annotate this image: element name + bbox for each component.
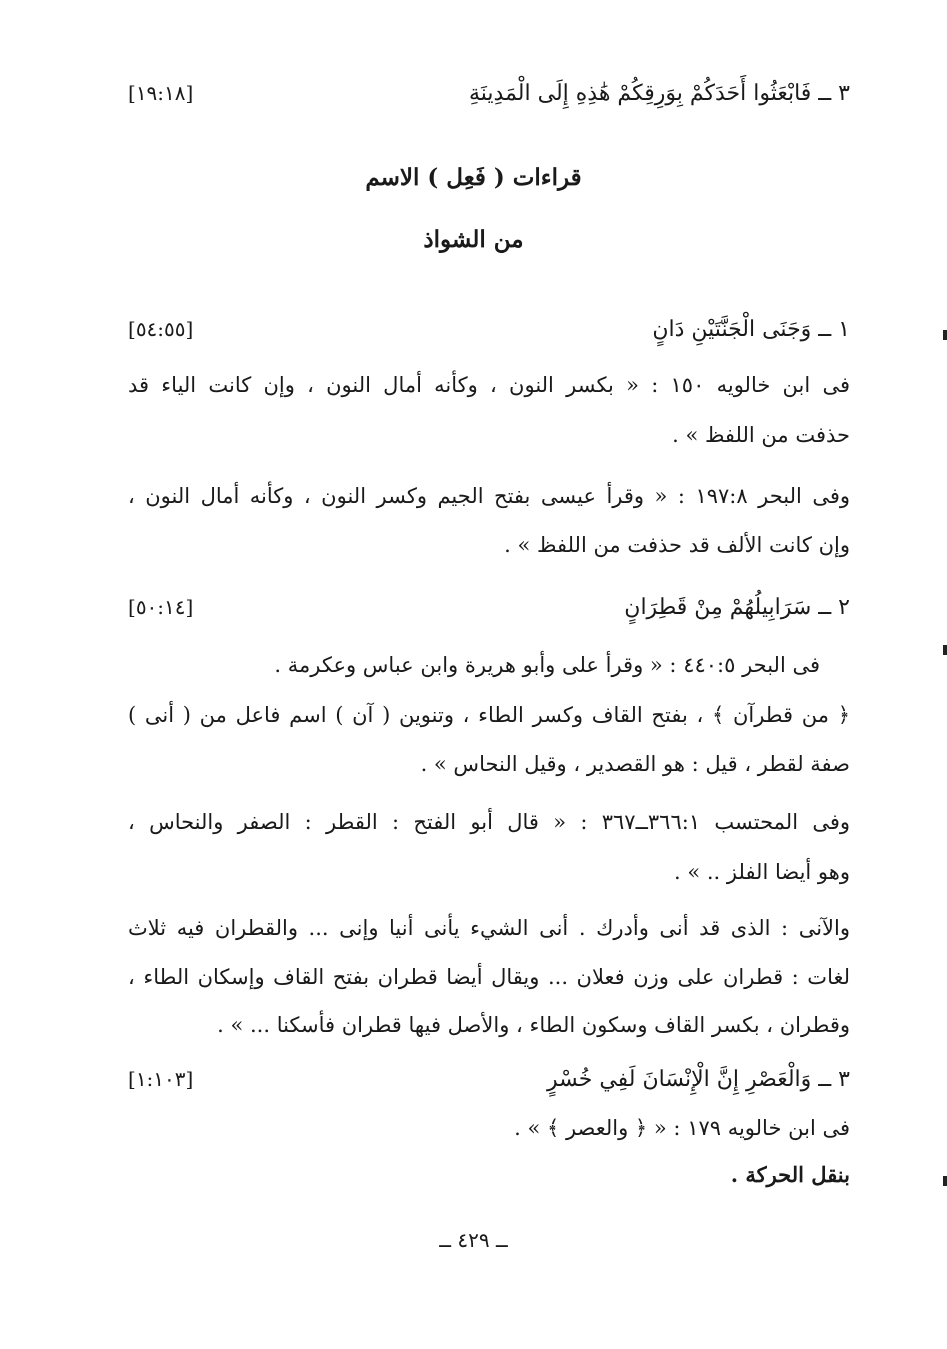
commentary-line: لغات : قطران على وزن فعلان ... ويقال أيضا قطران بفتح القاف وإسكان الطاء ، [128,965,850,989]
commentary-line: بنقل الحركة . [730,1162,850,1187]
commentary-line: وهو أيضا الفلز .. » . [674,860,850,884]
verse-entry-1 [128,312,850,346]
commentary-line: وإن كانت الألف قد حذفت من اللفظ » . [504,533,850,557]
verse-text: ٣ ــ فَابْعَثُوا أَحَدَكُمْ بِوَرِقِكُمْ هَٰذِهِ إِلَى الْمَدِينَةِ [468,80,850,106]
verse-entry-3 [128,1062,850,1096]
commentary-line: والآنى : الذى قد أنى وأدرك . أنى الشيء يأنى أنيا وإنى ... والقطران فيه ثلاث [128,916,850,940]
section-subtitle: من الشواذ [423,226,524,253]
commentary-line: وفى البحر ١٩٧:٨ : « وقرأ عيسى بفتح الجيم وكسر النون ، وكأنه أمال النون ، [128,484,850,508]
commentary-line: فى ابن خالويه ١٥٠ : « بكسر النون ، وكأنه أمال النون ، وإن كانت الياء قد [128,373,850,397]
verse-entry-2 [128,590,850,624]
scan-edge-mark [943,1176,947,1186]
page-number: ــ ٤٢٩ ــ [439,1228,508,1252]
section-title: قراءات ( فَعِل ) الاسم [365,164,582,191]
commentary-line: وقطران ، بكسر القاف وسكون الطاء ، والأصل فيها قطران فأسكنا ... » . [217,1013,850,1037]
verse-reference: [١:١٠٣] [128,1067,194,1091]
commentary-line: صفة لقطر ، قيل : هو القصدير ، وقيل النحاس » . [420,752,850,776]
verse-reference: [٥٤:٥٥] [128,317,194,341]
commentary-line: فى ابن خالويه ١٧٩ : « ﴿ والعصر ﴾ » . [514,1116,850,1140]
verse-text: ٢ ــ سَرَابِيلُهُمْ مِنْ قَطِرَانٍ [624,594,850,620]
verse-reference: [٥٠:١٤] [128,595,194,619]
verse-reference: [١٩:١٨] [128,81,194,105]
verse-text: ٣ ــ وَالْعَصْرِ إِنَّ الْإِنْسَانَ لَفِي خُسْرٍ [546,1066,850,1092]
commentary-line: وفى المحتسب ٣٦٦:١ــ٣٦٧ : « قال أبو الفتح : القطر : الصفر والنحاس ، [128,810,850,834]
commentary-line: ﴿ من قطرآن ﴾ ، بفتح القاف وكسر الطاء ، وتنوين ( آن ) اسم فاعل من ( أنى ) [128,703,850,727]
scan-edge-mark [943,330,947,340]
verse-text: ١ ــ وَجَنَى الْجَنَّتَيْنِ دَانٍ [652,316,850,342]
commentary-line: فى البحر ٤٤٠:٥ : « وقرأ على وأبو هريرة وابن عباس وعكرمة . [274,653,820,677]
top-verse [128,76,850,110]
commentary-line: حذفت من اللفظ » . [672,423,850,447]
scan-edge-mark [943,645,947,655]
